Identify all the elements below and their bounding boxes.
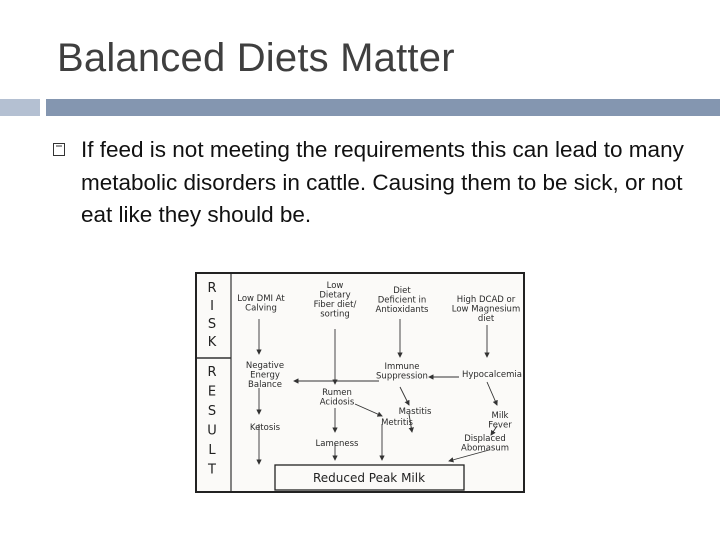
side-letter: I (210, 299, 214, 314)
side-letter: R (207, 365, 217, 380)
node-hypocalcemia: Hypocalcemia (461, 370, 523, 380)
node-high-dcad: High DCAD or Low Magnesium diet (451, 295, 521, 324)
side-label-result (207, 365, 217, 478)
node-ketosis: Ketosis (249, 423, 281, 433)
risk-result-diagram (195, 272, 525, 493)
side-letter: L (208, 443, 216, 458)
diagram-arrows (259, 319, 497, 464)
bullet-box-icon (53, 143, 65, 156)
node-metritis: Metritis (381, 418, 413, 428)
node-neg-energy: Negative Energy Balance (245, 361, 285, 390)
node-low-fiber: Low Dietary Fiber diet/ sorting (313, 281, 357, 320)
node-low-dmi: Low DMI At Calving (237, 294, 285, 314)
side-letter: R (207, 281, 217, 296)
side-letter: S (207, 404, 217, 419)
node-diet-deficient: Diet Deficient in Antioxidants (375, 286, 429, 315)
node-lameness: Lameness (315, 439, 359, 449)
side-letter: K (207, 335, 217, 350)
side-label-risk (207, 281, 216, 350)
side-letter: E (207, 384, 217, 400)
page-title: Balanced Diets Matter (57, 36, 455, 80)
node-displaced: Displaced Abomasum (461, 434, 509, 454)
reduced-milk-label: Reduced Peak Milk (312, 471, 426, 485)
bullet-text: If feed is not meeting the requirements this can lead to many metabolic disorders in cattle. Causing them to be sick, or not eat like they should be. (81, 137, 684, 227)
node-rumen: Rumen Acidosis (319, 388, 355, 408)
side-letter: U (207, 423, 217, 439)
node-mastitis: Mastitis (398, 407, 432, 417)
diagram-graphic (197, 274, 523, 491)
title-underline-accent (0, 99, 40, 116)
title-underline-bar (46, 99, 720, 116)
node-milk-fever: Milk Fever (488, 411, 512, 431)
side-letter: T (208, 462, 216, 478)
node-immune: Immune Suppression (376, 362, 428, 382)
side-letter: S (207, 317, 217, 332)
